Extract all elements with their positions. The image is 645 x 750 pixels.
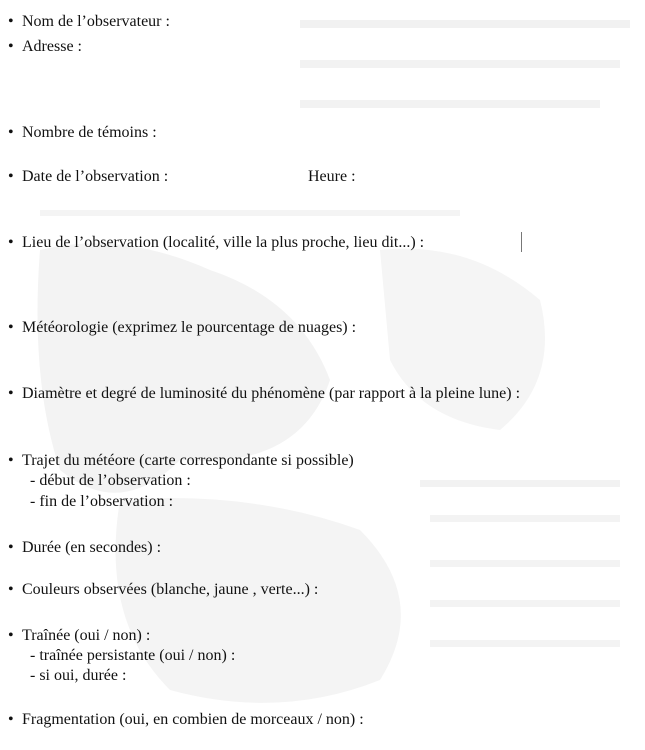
field-diametre-luminosite <box>8 384 520 404</box>
bullet-icon: • <box>8 38 14 55</box>
field-date-observation <box>8 167 168 187</box>
bullet-icon: • <box>8 539 14 556</box>
field-meteorologie <box>8 318 356 338</box>
field-trajet-meteore <box>8 451 354 471</box>
field-duree <box>8 538 161 558</box>
field-label: Durée (en secondes) : <box>22 539 162 556</box>
field-label: Traînée (oui / non) : <box>22 627 151 644</box>
field-lieu-observation <box>8 233 424 253</box>
field-label: Diamètre et degré de luminosité du phénomène (par rapport à la pleine lune) : <box>22 385 521 402</box>
field-nombre-temoins <box>8 123 157 143</box>
field-label: Nom de l’observateur : <box>22 13 170 30</box>
text-cursor-mark <box>521 232 522 252</box>
field-label: Couleurs observées (blanche, jaune , verte...) : <box>22 581 319 598</box>
field-label: Trajet du météore (carte correspondante si possible) <box>22 452 354 469</box>
bullet-icon: • <box>8 234 14 251</box>
field-adresse <box>8 37 82 57</box>
bullet-icon: • <box>8 13 14 30</box>
field-trainee-duree: - si oui, durée : <box>30 667 127 684</box>
field-nom-observateur <box>8 12 170 32</box>
field-label: Fragmentation (oui, en combien de morceaux / non) : <box>22 711 364 728</box>
field-heure: Heure : <box>308 168 356 185</box>
field-fragmentation <box>8 710 364 730</box>
field-trainee-persistante: - traînée persistante (oui / non) : <box>30 647 236 664</box>
field-label: Nombre de témoins : <box>22 124 157 141</box>
bullet-icon: • <box>8 627 14 644</box>
field-fin-observation: - fin de l’observation : <box>30 493 174 510</box>
field-couleurs <box>8 580 318 600</box>
field-label: Lieu de l’observation (localité, ville la plus proche, lieu dit...) : <box>22 234 425 251</box>
bullet-icon: • <box>8 319 14 336</box>
field-trainee <box>8 626 150 646</box>
bullet-icon: • <box>8 168 14 185</box>
field-label: Météorologie (exprimez le pourcentage de nuages) : <box>22 319 357 336</box>
field-debut-observation: - début de l’observation : <box>30 472 191 489</box>
bullet-icon: • <box>8 711 14 728</box>
bullet-icon: • <box>8 452 14 469</box>
bullet-icon: • <box>8 385 14 402</box>
bullet-icon: • <box>8 124 14 141</box>
field-label: Adresse : <box>22 38 82 55</box>
bullet-icon: • <box>8 581 14 598</box>
field-label: Date de l’observation : <box>22 168 169 185</box>
